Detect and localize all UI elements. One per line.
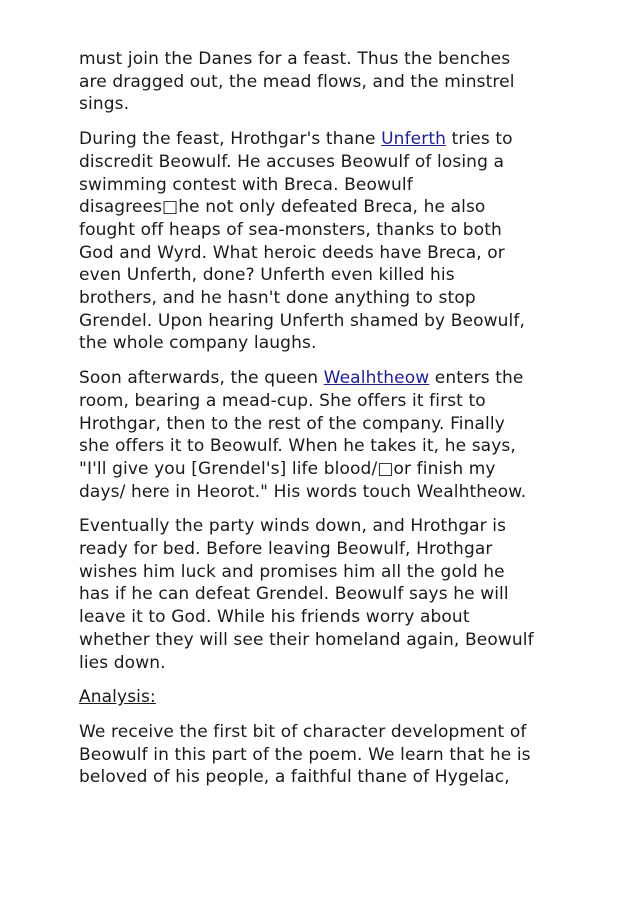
text-segment: Soon afterwards, the queen <box>79 368 324 389</box>
link-unferth[interactable]: Unferth <box>381 129 447 150</box>
text-segment: enters the <box>429 368 524 389</box>
text-segment: she offers it to Beowulf. When he takes it, he says, <box>79 436 516 457</box>
text-segment: Grendel. Upon hearing Unferth shamed by Beowulf, <box>79 310 526 331</box>
text-line <box>79 71 569 94</box>
text-line <box>79 458 569 481</box>
text-line <box>79 744 569 767</box>
text-line <box>79 48 569 71</box>
text-segment: Hrothgar, then to the rest of the company. Finally <box>79 413 505 434</box>
text-line <box>79 242 569 265</box>
text-line <box>79 515 569 538</box>
text-segment: "I'll give you [Grendel's] life blood/□or finish my <box>79 458 496 479</box>
text-segment: room, bearing a mead-cup. She offers it first to <box>79 390 486 411</box>
document-page <box>79 48 569 801</box>
text-line <box>79 583 569 606</box>
paragraph <box>79 48 569 116</box>
text-line <box>79 310 569 333</box>
text-line <box>79 332 569 355</box>
paragraph <box>79 128 569 355</box>
text-line <box>79 629 569 652</box>
text-line <box>79 606 569 629</box>
text-line <box>79 367 569 390</box>
text-line <box>79 128 569 151</box>
paragraph <box>79 721 569 789</box>
text-segment: fought off heaps of sea-monsters, thanks to both <box>79 219 502 240</box>
text-segment: are dragged out, the mead flows, and the minstrel <box>79 71 515 92</box>
text-line <box>79 435 569 458</box>
text-line <box>79 93 569 116</box>
text-line <box>79 264 569 287</box>
text-segment: God and Wyrd. What heroic deeds have Breca, or <box>79 242 505 263</box>
text-segment: We receive the first bit of character development of <box>79 721 527 742</box>
text-segment: the whole company laughs. <box>79 333 317 354</box>
text-line <box>79 413 569 436</box>
text-line <box>79 686 569 709</box>
text-segment: sings. <box>79 94 130 115</box>
text-segment: disagrees□he not only defeated Breca, he also <box>79 197 486 218</box>
text-segment: even Unferth, done? Unferth even killed his <box>79 265 455 286</box>
text-line <box>79 766 569 789</box>
text-segment: beloved of his people, a faithful thane of Hygelac, <box>79 767 510 788</box>
text-segment: wishes him luck and promises him all the gold he <box>79 561 505 582</box>
text-line <box>79 196 569 219</box>
paragraph <box>79 367 569 503</box>
link-wealhtheow[interactable]: Wealhtheow <box>323 368 430 389</box>
text-segment: brothers, and he hasn't done anything to stop <box>79 288 476 309</box>
text-line <box>79 174 569 197</box>
text-segment: must join the Danes for a feast. Thus the benches <box>79 49 511 69</box>
text-line <box>79 219 569 242</box>
text-line <box>79 652 569 675</box>
text-line <box>79 287 569 310</box>
paragraph <box>79 515 569 674</box>
text-segment: lies down. <box>79 652 166 673</box>
text-segment: ready for bed. Before leaving Beowulf, Hrothgar <box>79 539 493 560</box>
text-segment: Beowulf in this part of the poem. We learn that he is <box>79 744 531 765</box>
text-segment: Analysis: <box>79 687 156 708</box>
text-line <box>79 721 569 744</box>
text-segment: tries to <box>446 129 513 150</box>
text-segment: days/ here in Heorot." His words touch Wealhtheow. <box>79 481 527 502</box>
text-segment: discredit Beowulf. He accuses Beowulf of losing a <box>79 151 505 172</box>
text-segment: During the feast, Hrothgar's thane <box>79 129 382 150</box>
text-segment: swimming contest with Breca. Beowulf <box>79 174 413 195</box>
text-segment: whether they will see their homeland again, Beowulf <box>79 629 534 650</box>
text-segment: Eventually the party winds down, and Hrothgar is <box>79 516 507 537</box>
text-line <box>79 151 569 174</box>
text-line <box>79 561 569 584</box>
text-segment: leave it to God. While his friends worry about <box>79 607 470 628</box>
section-heading <box>79 686 569 709</box>
text-line <box>79 481 569 504</box>
text-line <box>79 538 569 561</box>
text-line <box>79 390 569 413</box>
text-segment: has if he can defeat Grendel. Beowulf says he will <box>79 584 509 605</box>
